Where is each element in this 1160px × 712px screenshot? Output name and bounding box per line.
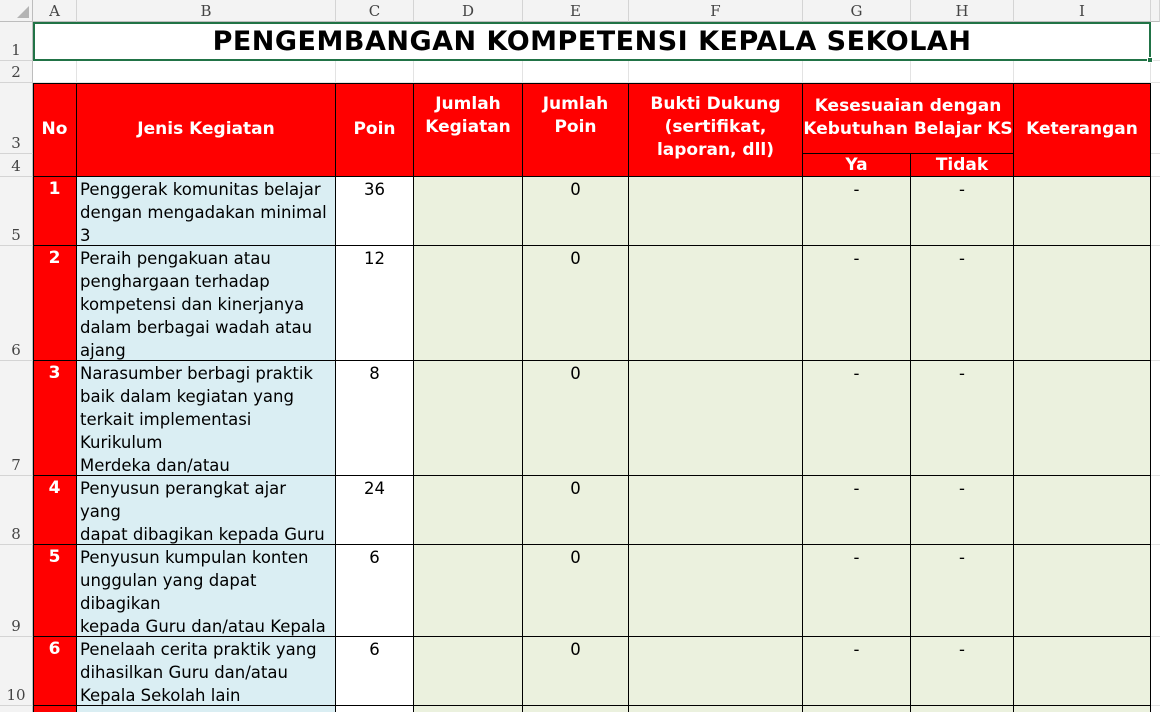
row-header-11[interactable] xyxy=(0,706,33,712)
header-poin: Poin xyxy=(336,83,414,177)
table-cell[interactable] xyxy=(414,706,523,712)
table-cell[interactable] xyxy=(523,706,629,712)
jumlah-poin-cell[interactable]: 0 xyxy=(523,177,629,246)
column-header-j[interactable] xyxy=(1151,0,1160,22)
table-cell[interactable] xyxy=(803,706,911,712)
ya-cell[interactable]: - xyxy=(803,361,911,476)
ya-cell[interactable]: - xyxy=(803,637,911,706)
row-header-10[interactable]: 10 xyxy=(0,637,33,706)
keterangan-cell[interactable] xyxy=(1014,177,1151,246)
select-all-triangle-icon xyxy=(17,6,29,18)
row-number-cell: 4 xyxy=(33,476,77,545)
jenis-kegiatan-cell[interactable]: Penyusun kumpulan konten unggulan yang dapat dibagikan kepada Guru dan/atau Kepala xyxy=(77,545,336,637)
jumlah-kegiatan-cell[interactable] xyxy=(414,637,523,706)
bukti-dukung-cell[interactable] xyxy=(629,545,803,637)
bukti-dukung-cell[interactable] xyxy=(629,476,803,545)
tidak-cell[interactable]: - xyxy=(911,246,1014,361)
tidak-cell[interactable]: - xyxy=(911,637,1014,706)
bukti-dukung-cell[interactable] xyxy=(629,361,803,476)
sheet-title[interactable]: PENGEMBANGAN KOMPETENSI KEPALA SEKOLAH xyxy=(33,22,1151,61)
header-bukti: Bukti Dukung (sertifikat, laporan, dll) xyxy=(629,83,803,177)
keterangan-cell[interactable] xyxy=(1014,476,1151,545)
jumlah-poin-cell[interactable]: 0 xyxy=(523,637,629,706)
ya-cell[interactable]: - xyxy=(803,545,911,637)
row-header-6[interactable]: 6 xyxy=(0,246,33,361)
header-no: No xyxy=(33,83,77,177)
bukti-dukung-cell[interactable] xyxy=(629,637,803,706)
jumlah-kegiatan-cell[interactable] xyxy=(414,246,523,361)
header-tidak: Tidak xyxy=(911,154,1014,177)
header-keterangan: Keterangan xyxy=(1014,83,1151,177)
header-jumlah-kegiatan: Jumlah Kegiatan xyxy=(414,83,523,177)
select-all-corner[interactable] xyxy=(0,0,33,22)
tidak-cell[interactable]: - xyxy=(911,476,1014,545)
jumlah-kegiatan-cell[interactable] xyxy=(414,177,523,246)
jumlah-kegiatan-cell[interactable] xyxy=(414,361,523,476)
row-number-cell: 2 xyxy=(33,246,77,361)
column-header-d[interactable]: D xyxy=(414,0,523,22)
keterangan-cell[interactable] xyxy=(1014,361,1151,476)
table-cell[interactable] xyxy=(336,706,414,712)
jenis-kegiatan-cell[interactable] xyxy=(77,706,336,712)
table-cell[interactable] xyxy=(911,706,1014,712)
keterangan-cell[interactable] xyxy=(1014,637,1151,706)
row-header-4[interactable]: 4 xyxy=(0,154,33,177)
row-number-cell: 1 xyxy=(33,177,77,246)
ya-cell[interactable]: - xyxy=(803,476,911,545)
column-header-h[interactable]: H xyxy=(911,0,1014,22)
header-jumlah-poin: Jumlah Poin xyxy=(523,83,629,177)
jenis-kegiatan-cell[interactable]: Penyusun perangkat ajar yang dapat dibagikan kepada Guru xyxy=(77,476,336,545)
poin-cell[interactable]: 6 xyxy=(336,545,414,637)
poin-cell[interactable]: 36 xyxy=(336,177,414,246)
jumlah-poin-cell[interactable]: 0 xyxy=(523,476,629,545)
jumlah-poin-cell[interactable]: 0 xyxy=(523,545,629,637)
jenis-kegiatan-cell[interactable]: Narasumber berbagi praktik baik dalam kegiatan yang terkait implementasi Kurikulum Merdeka dan/atau xyxy=(77,361,336,476)
column-header-f[interactable]: F xyxy=(629,0,803,22)
table-cell[interactable] xyxy=(629,706,803,712)
column-header-e[interactable]: E xyxy=(523,0,629,22)
header-jenis: Jenis Kegiatan xyxy=(77,83,336,177)
row-number-cell: 3 xyxy=(33,361,77,476)
poin-cell[interactable]: 6 xyxy=(336,637,414,706)
row-header-2[interactable]: 2 xyxy=(0,61,33,83)
column-header-b[interactable]: B xyxy=(77,0,336,22)
ya-cell[interactable]: - xyxy=(803,177,911,246)
bukti-dukung-cell[interactable] xyxy=(629,177,803,246)
column-header-a[interactable]: A xyxy=(33,0,77,22)
row-header-9[interactable]: 9 xyxy=(0,545,33,637)
row-header-1[interactable]: 1 xyxy=(0,22,33,61)
bukti-dukung-cell[interactable] xyxy=(629,246,803,361)
tidak-cell[interactable]: - xyxy=(911,545,1014,637)
jumlah-kegiatan-cell[interactable] xyxy=(414,476,523,545)
jumlah-poin-cell[interactable]: 0 xyxy=(523,246,629,361)
row-number-cell: 5 xyxy=(33,545,77,637)
header-ya: Ya xyxy=(803,154,911,177)
keterangan-cell[interactable] xyxy=(1014,246,1151,361)
column-header-i[interactable]: I xyxy=(1014,0,1151,22)
row-header-8[interactable]: 8 xyxy=(0,476,33,545)
jumlah-poin-cell[interactable]: 0 xyxy=(523,361,629,476)
poin-cell[interactable]: 12 xyxy=(336,246,414,361)
poin-cell[interactable]: 8 xyxy=(336,361,414,476)
jenis-kegiatan-cell[interactable]: Penelaah cerita praktik yang dihasilkan Guru dan/atau Kepala Sekolah lain xyxy=(77,637,336,706)
row-number-cell xyxy=(33,706,77,712)
table-cell[interactable] xyxy=(1014,706,1151,712)
jenis-kegiatan-cell[interactable]: Peraih pengakuan atau penghargaan terhadap kompetensi dan kinerjanya dalam berbagai wadah atau ajang xyxy=(77,246,336,361)
row-header-5[interactable]: 5 xyxy=(0,177,33,246)
fill-handle[interactable] xyxy=(1147,57,1153,63)
column-header-c[interactable]: C xyxy=(336,0,414,22)
jumlah-kegiatan-cell[interactable] xyxy=(414,545,523,637)
poin-cell[interactable]: 24 xyxy=(336,476,414,545)
column-header-g[interactable]: G xyxy=(803,0,911,22)
header-kesesuaian: Kesesuaian dengan Kebutuhan Belajar KS xyxy=(803,83,1014,154)
keterangan-cell[interactable] xyxy=(1014,545,1151,637)
tidak-cell[interactable]: - xyxy=(911,177,1014,246)
ya-cell[interactable]: - xyxy=(803,246,911,361)
tidak-cell[interactable]: - xyxy=(911,361,1014,476)
row-header-3[interactable]: 3 xyxy=(0,83,33,154)
jenis-kegiatan-cell[interactable]: Penggerak komunitas belajar dengan mengadakan minimal 3 xyxy=(77,177,336,246)
row-header-7[interactable]: 7 xyxy=(0,361,33,476)
row-number-cell: 6 xyxy=(33,637,77,706)
